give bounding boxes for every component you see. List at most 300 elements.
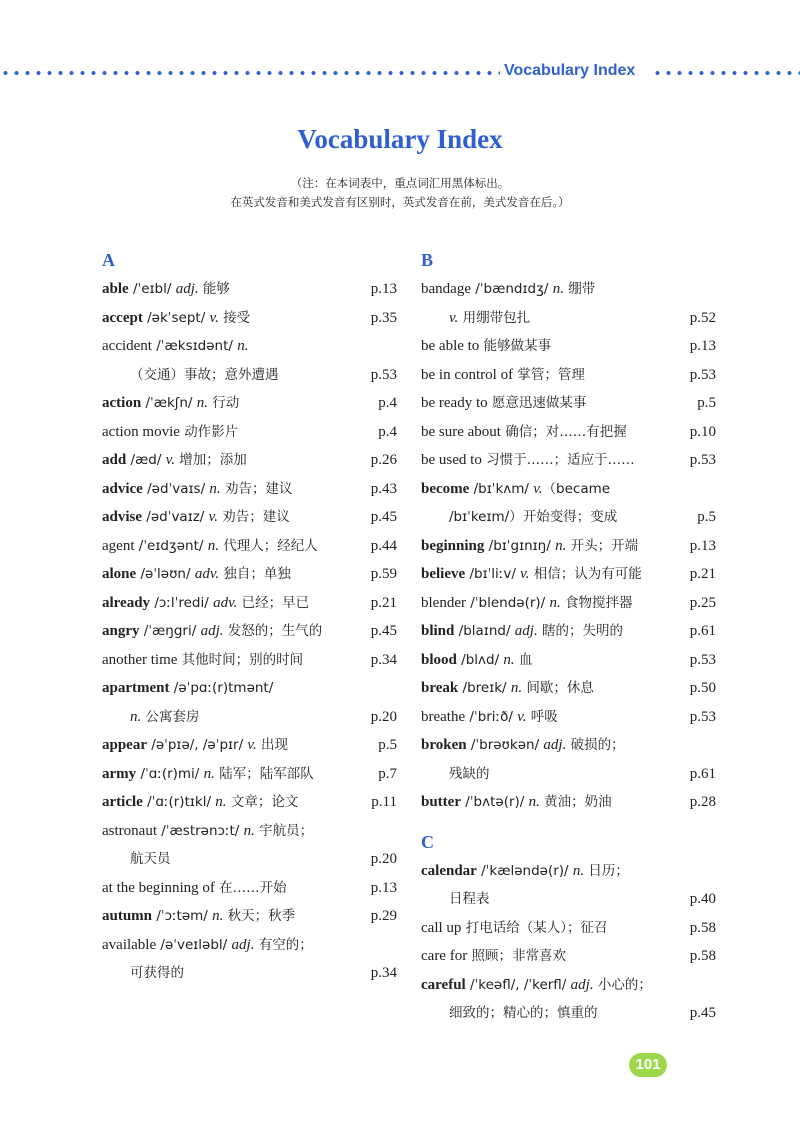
page-ref: p.28 xyxy=(689,794,716,810)
vocab-entry-line xyxy=(421,559,716,588)
pronunciation: /ˈbriːð/ xyxy=(465,708,518,725)
vocab-entry-text xyxy=(421,787,682,817)
headword: already xyxy=(102,594,151,611)
definition: 打电话给（某人）；征召 xyxy=(461,919,608,936)
page-ref: p.43 xyxy=(370,480,397,497)
vocab-entry-line xyxy=(421,970,716,999)
vocab-entry-line xyxy=(102,616,397,645)
page-ref: p.5 xyxy=(697,395,716,411)
vocab-entry-line xyxy=(102,559,397,588)
vocab-entry-line xyxy=(421,673,716,702)
page-ref: p.25 xyxy=(689,594,716,611)
headword: be used to xyxy=(421,452,482,468)
vocab-entry xyxy=(421,559,716,588)
note-line-1: （注：在本词表中，重点词汇用黑体标出。 xyxy=(290,176,510,190)
part-of-speech: adv. xyxy=(194,566,220,582)
pronunciation: /blaɪnd/ xyxy=(454,623,515,639)
vocab-entry xyxy=(421,941,716,970)
page-ref: p.40 xyxy=(689,891,716,907)
pronunciation: /ˈkæləndə(r)/ xyxy=(476,862,573,879)
headword: autumn xyxy=(102,908,153,924)
part-of-speech: n. xyxy=(203,765,215,782)
vocab-entry-line xyxy=(421,913,716,942)
definition: 公寓套房 xyxy=(141,708,200,725)
headword: angry xyxy=(102,623,140,639)
pronunciation: /ˈɑː(r)mi/ xyxy=(136,765,204,782)
pronunciation: /ˈækʃn/ xyxy=(141,395,197,411)
vocab-entry-line xyxy=(421,474,716,503)
page-ref: p.45 xyxy=(370,509,397,525)
part-of-speech: n. xyxy=(528,794,540,810)
page-ref: p.59 xyxy=(370,566,397,582)
pronunciation: /blʌd/ xyxy=(456,651,504,668)
vocab-entry xyxy=(421,913,716,942)
page-ref: p.13 xyxy=(689,537,716,554)
page-ref: p.44 xyxy=(370,537,397,554)
vocab-entry-line xyxy=(102,873,397,902)
vocab-entry xyxy=(102,673,397,730)
vocab-entry-line xyxy=(421,941,716,970)
definition: 劝告；建议 xyxy=(220,480,293,497)
definition: 劝告；建议 xyxy=(217,509,290,525)
definition: 愿意迅速做某事 xyxy=(487,395,587,411)
definition: 发怒的；生气的 xyxy=(223,623,323,639)
headword: breathe xyxy=(421,708,466,725)
headword: another time xyxy=(102,651,178,668)
vocab-entry xyxy=(102,502,397,531)
pronunciation: /ˈblendə(r)/ xyxy=(465,594,550,611)
definition: 细致的；精心的；慎重的 xyxy=(449,1005,598,1021)
definition: 用绷带包扎 xyxy=(458,309,531,326)
vocab-entry-text xyxy=(102,417,363,447)
vocab-entry-text xyxy=(130,844,363,874)
vocab-entry-text xyxy=(421,531,682,561)
vocab-entry-text xyxy=(102,531,363,561)
part-of-speech: n. xyxy=(555,537,567,554)
part-of-speech: v. xyxy=(209,309,219,326)
vocab-entry xyxy=(421,274,716,331)
vocab-entry-text xyxy=(421,730,682,760)
headword: advise xyxy=(102,509,143,525)
definition: 文章；论文 xyxy=(226,794,299,810)
vocab-entry-line xyxy=(421,588,716,617)
part-of-speech: n. xyxy=(196,395,208,411)
part-of-speech: adv. xyxy=(213,594,238,611)
vocab-entry-line xyxy=(102,816,397,845)
headword: bandage xyxy=(421,281,471,297)
headword: be able to xyxy=(421,338,480,354)
part-of-speech: n. xyxy=(572,862,585,879)
vocab-entry-line xyxy=(421,445,716,474)
vocab-entry xyxy=(102,331,397,388)
page-ref: p.13 xyxy=(370,281,397,297)
definition: （became xyxy=(542,480,611,497)
vocab-entry-line xyxy=(102,531,397,560)
note-line-2: 在英式发音和美式发音有区别时，英式发音在前，美式发音在后。） xyxy=(230,195,570,209)
part-of-speech: adj. xyxy=(231,936,255,953)
vocab-entry xyxy=(421,588,716,617)
vocab-entry xyxy=(102,388,397,417)
definition: ）开始变得；变成 xyxy=(509,509,618,525)
vocab-entry xyxy=(421,787,716,816)
vocab-entry-text xyxy=(421,941,682,971)
page-ref: p.61 xyxy=(689,623,716,639)
vocab-entry-text xyxy=(421,856,682,886)
headword: broken xyxy=(421,737,467,753)
pronunciation: /bɪˈliːv/ xyxy=(465,566,521,582)
page-ref: p.50 xyxy=(689,680,716,696)
definition: 确信；对……有把握 xyxy=(500,423,627,440)
vocab-entry-line xyxy=(102,445,397,474)
headword: be sure about xyxy=(421,423,501,440)
page-ref: p.20 xyxy=(370,708,397,725)
vocab-entry xyxy=(102,588,397,617)
headword: appear xyxy=(102,737,147,753)
part-of-speech: v. xyxy=(165,452,175,468)
pronunciation: /ˈbændɪdʒ/ xyxy=(470,281,553,297)
vocab-entry-text xyxy=(102,559,363,589)
vocab-entry-line xyxy=(102,360,397,389)
vocab-entry xyxy=(102,417,397,446)
vocab-entry-line xyxy=(421,331,716,360)
vocab-entry-text xyxy=(102,445,363,475)
vocab-entry-text xyxy=(102,588,363,618)
definition: 出现 xyxy=(256,737,289,753)
page-ref: p.34 xyxy=(370,651,397,668)
page-ref: p.4 xyxy=(378,395,397,411)
part-of-speech: n. xyxy=(207,537,219,554)
vocab-entry-text xyxy=(102,645,363,675)
pronunciation: /ədˈvaɪs/ xyxy=(142,480,210,497)
vocab-entry-text xyxy=(421,970,682,1000)
part-of-speech: n. xyxy=(209,480,221,497)
headword: article xyxy=(102,794,143,810)
vocab-entry-text xyxy=(421,388,682,418)
page-ref: p.13 xyxy=(689,338,716,354)
page-ref: p.61 xyxy=(689,765,716,782)
section-letter: B xyxy=(421,250,434,270)
vocab-entry-text xyxy=(421,445,682,475)
page-ref: p.5 xyxy=(378,737,397,753)
vocab-entry-text xyxy=(102,873,363,903)
headword: add xyxy=(102,452,127,468)
vocab-entry xyxy=(421,360,716,389)
pronunciation: /bɪˈkeɪm/ xyxy=(449,509,510,525)
page-ref: p.53 xyxy=(689,708,716,725)
vocab-entry xyxy=(421,388,716,417)
page-ref: p.21 xyxy=(689,566,716,582)
definition: 呼吸 xyxy=(526,708,558,725)
vocab-entry xyxy=(421,531,716,560)
vocab-entry-text xyxy=(102,730,363,760)
page-ref: p.20 xyxy=(370,851,397,867)
part-of-speech: v. xyxy=(247,737,257,753)
vocab-entry xyxy=(421,331,716,360)
vocab-entry-line xyxy=(102,274,397,303)
pronunciation: /ˈkeəfl/, /ˈkerfl/ xyxy=(465,976,571,993)
pronunciation: /ˈbrəʊkən/ xyxy=(466,737,544,753)
index-column-right xyxy=(421,246,716,1027)
definition: 可获得的 xyxy=(130,965,184,981)
part-of-speech: n. xyxy=(552,281,564,297)
headword: apartment xyxy=(102,680,170,696)
vocab-entry-line xyxy=(102,303,397,332)
definition: 食物搅拌器 xyxy=(560,594,633,611)
headword: accept xyxy=(102,309,143,326)
vocab-entry xyxy=(421,730,716,787)
vocab-entry-line xyxy=(102,844,397,873)
vocab-entry-text xyxy=(102,331,363,361)
pronunciation: /ɔːlˈredi/ xyxy=(150,594,214,611)
page-ref: p.53 xyxy=(370,366,397,383)
headword: advice xyxy=(102,480,143,497)
headword: call up xyxy=(421,919,462,936)
vocab-entry-line xyxy=(102,673,397,702)
definition: 陆军；陆军部队 xyxy=(214,765,314,782)
header-label: Vocabulary Index xyxy=(504,62,636,79)
section-letter: C xyxy=(421,831,434,852)
page-ref: p.7 xyxy=(378,765,397,782)
vocab-entry-line xyxy=(102,502,397,531)
part-of-speech: v. xyxy=(517,708,527,725)
vocab-entry xyxy=(421,445,716,474)
page-ref: p.52 xyxy=(689,309,716,326)
vocab-entry-text xyxy=(130,702,363,732)
vocab-entry-line xyxy=(421,616,716,645)
header-dots-left xyxy=(0,70,500,76)
part-of-speech: n. xyxy=(130,708,142,725)
vocab-entry-text xyxy=(449,502,682,532)
vocab-entry xyxy=(102,930,397,987)
vocab-entry-line xyxy=(421,303,716,332)
definition: 行动 xyxy=(207,395,240,411)
part-of-speech: n. xyxy=(503,651,515,668)
vocab-entry-text xyxy=(421,360,682,390)
page-ref: p.4 xyxy=(378,423,397,440)
part-of-speech: v. xyxy=(520,566,530,582)
definition: 瞎的；失明的 xyxy=(537,623,624,639)
pronunciation: /breɪk/ xyxy=(458,680,511,696)
part-of-speech: adj. xyxy=(175,281,199,297)
vocab-entry-text xyxy=(449,759,682,789)
vocab-entry xyxy=(102,759,397,788)
pronunciation: /əˈveɪləbl/ xyxy=(156,936,232,953)
page-ref: p.58 xyxy=(689,919,716,936)
vocab-entry xyxy=(102,559,397,588)
vocab-entry-text xyxy=(102,901,363,931)
definition: 能够 xyxy=(198,281,230,297)
part-of-speech: n. xyxy=(549,594,561,611)
vocab-entry-line xyxy=(421,787,716,816)
headword: be ready to xyxy=(421,395,488,411)
section-letter: A xyxy=(102,250,115,270)
vocab-entry-text xyxy=(421,559,682,589)
vocab-entry xyxy=(102,901,397,930)
pronunciation: /ˈæstrənɔːt/ xyxy=(156,822,244,839)
vocab-entry-line xyxy=(102,730,397,759)
vocab-entry xyxy=(421,702,716,731)
vocab-entry-line xyxy=(102,331,397,360)
vocab-entry-line xyxy=(102,645,397,674)
page-ref: p.53 xyxy=(689,366,716,383)
vocab-entry xyxy=(102,873,397,902)
vocab-entry-text xyxy=(449,884,682,914)
vocab-entry xyxy=(421,645,716,674)
vocab-entry xyxy=(102,730,397,759)
vocab-entry-text xyxy=(421,417,682,447)
vocab-entry-text xyxy=(102,787,363,817)
vocab-entry xyxy=(421,970,716,1027)
headword: available xyxy=(102,936,157,953)
vocab-entry-text xyxy=(421,673,682,703)
headword: butter xyxy=(421,794,461,810)
pronunciation: /ˈæŋgri/ xyxy=(139,623,201,639)
vocab-entry xyxy=(102,531,397,560)
vocab-entry-line xyxy=(102,388,397,417)
definition: 其他时间；别的时间 xyxy=(177,651,304,668)
part-of-speech: adj. xyxy=(543,737,567,753)
pronunciation: /əˈpɪə/, /əˈpɪr/ xyxy=(147,737,248,753)
part-of-speech: adj. xyxy=(514,623,538,639)
vocab-entry-line xyxy=(421,645,716,674)
definition: 血 xyxy=(514,651,533,668)
vocab-entry-line xyxy=(421,417,716,446)
vocab-entry-text xyxy=(102,673,363,703)
definition: 代理人；经纪人 xyxy=(218,537,318,554)
page-ref: p.5 xyxy=(697,509,716,525)
vocab-entry xyxy=(102,645,397,674)
headword: blood xyxy=(421,651,457,668)
page-ref: p.53 xyxy=(689,651,716,668)
headword: blender xyxy=(421,594,466,611)
part-of-speech: n. xyxy=(215,794,227,810)
vocab-entry xyxy=(102,445,397,474)
vocab-entry xyxy=(421,673,716,702)
vocab-entry xyxy=(102,787,397,816)
part-of-speech: v. xyxy=(533,480,543,497)
part-of-speech: n. xyxy=(237,338,249,354)
pronunciation: /ˈɔːtəm/ xyxy=(152,908,213,924)
page-ref: p.13 xyxy=(370,879,397,896)
vocab-entry-text xyxy=(102,759,363,789)
vocab-entry-text xyxy=(102,474,363,504)
pronunciation: /əˈpɑː(r)tmənt/ xyxy=(169,680,274,696)
vocab-entry-text xyxy=(421,274,682,304)
vocab-entry-line xyxy=(421,730,716,759)
page-ref: p.45 xyxy=(689,1005,716,1021)
page-ref: p.53 xyxy=(689,452,716,468)
headword: army xyxy=(102,765,137,782)
vocab-entry-text xyxy=(130,958,363,988)
part-of-speech: n. xyxy=(510,680,523,696)
pronunciation: /ˈeɪbl/ xyxy=(128,281,176,297)
vocab-entry xyxy=(421,474,716,531)
definition: 航天员 xyxy=(130,851,171,867)
vocab-entry-line xyxy=(102,588,397,617)
vocab-entry-line xyxy=(421,998,716,1027)
definition: 小心的； xyxy=(593,976,652,993)
definition: 黄油；奶油 xyxy=(539,794,612,810)
vocab-entry-line xyxy=(102,958,397,987)
part-of-speech: adj. xyxy=(570,976,594,993)
page-number-badge: 101 xyxy=(629,1053,667,1077)
vocab-entry-text xyxy=(449,998,682,1028)
vocab-entry-line xyxy=(421,702,716,731)
headword: calendar xyxy=(421,862,477,879)
definition: 独自；单独 xyxy=(219,566,291,582)
definition: 习惯于……；适应于…… xyxy=(481,452,635,468)
vocab-entry-line xyxy=(102,702,397,731)
part-of-speech: n. xyxy=(212,908,224,924)
definition: 残缺的 xyxy=(449,765,490,782)
page-ref: p.35 xyxy=(370,309,397,326)
vocab-entry-line xyxy=(102,787,397,816)
headword: care for xyxy=(421,948,468,964)
headword: be in control of xyxy=(421,366,514,383)
vocab-entry-text xyxy=(102,616,363,646)
definition: 破损的； xyxy=(566,737,625,753)
vocab-entry xyxy=(102,816,397,873)
definition: 有空的； xyxy=(254,936,313,953)
definition: 间歇；休息 xyxy=(522,680,594,696)
vocab-entry-text xyxy=(421,645,682,675)
page-ref: p.26 xyxy=(370,452,397,468)
headword: able xyxy=(102,281,129,297)
page-ref: p.58 xyxy=(689,948,716,964)
vocab-entry-text xyxy=(421,702,682,732)
definition: （交通）事故；意外遭遇 xyxy=(130,366,279,383)
vocab-entry-text xyxy=(449,303,682,333)
definition: 日程表 xyxy=(449,891,490,907)
definition: 在……开始 xyxy=(214,879,287,896)
vocab-entry-text xyxy=(421,913,682,943)
vocab-entry-line xyxy=(102,474,397,503)
page-ref: p.34 xyxy=(370,965,397,981)
vocab-entry-line xyxy=(421,388,716,417)
vocab-entry-line xyxy=(102,759,397,788)
vocab-entry-text xyxy=(421,616,682,646)
vocab-entry xyxy=(421,616,716,645)
headword: action movie xyxy=(102,423,180,440)
vocab-entry xyxy=(102,474,397,503)
headword: break xyxy=(421,680,459,696)
vocab-entry xyxy=(421,417,716,446)
definition: 接受 xyxy=(218,309,251,326)
vocab-entry xyxy=(421,856,716,913)
headword: alone xyxy=(102,566,137,582)
vocab-entry-line xyxy=(102,930,397,959)
headword: accident xyxy=(102,338,152,354)
vocab-entry-line xyxy=(421,856,716,885)
vocab-entry-text xyxy=(102,274,363,304)
vocab-entry-text xyxy=(102,930,363,960)
vocab-entry-line xyxy=(421,274,716,303)
definition: 相信；认为有可能 xyxy=(529,566,642,582)
pronunciation: /bɪˈgɪnɪŋ/ xyxy=(484,537,556,554)
section-gap xyxy=(421,816,716,828)
page-ref: p.29 xyxy=(370,908,397,924)
page-ref: p.21 xyxy=(370,594,397,611)
vocab-entry-line xyxy=(421,360,716,389)
index-column-left xyxy=(102,246,397,987)
header-dots-right xyxy=(652,70,800,76)
definition: 宇航员； xyxy=(254,822,314,839)
definition: 增加；添加 xyxy=(175,452,247,468)
definition: 已经；早已 xyxy=(237,594,310,611)
vocab-entry-line xyxy=(102,417,397,446)
part-of-speech: n. xyxy=(243,822,255,839)
vocab-entry xyxy=(102,303,397,332)
